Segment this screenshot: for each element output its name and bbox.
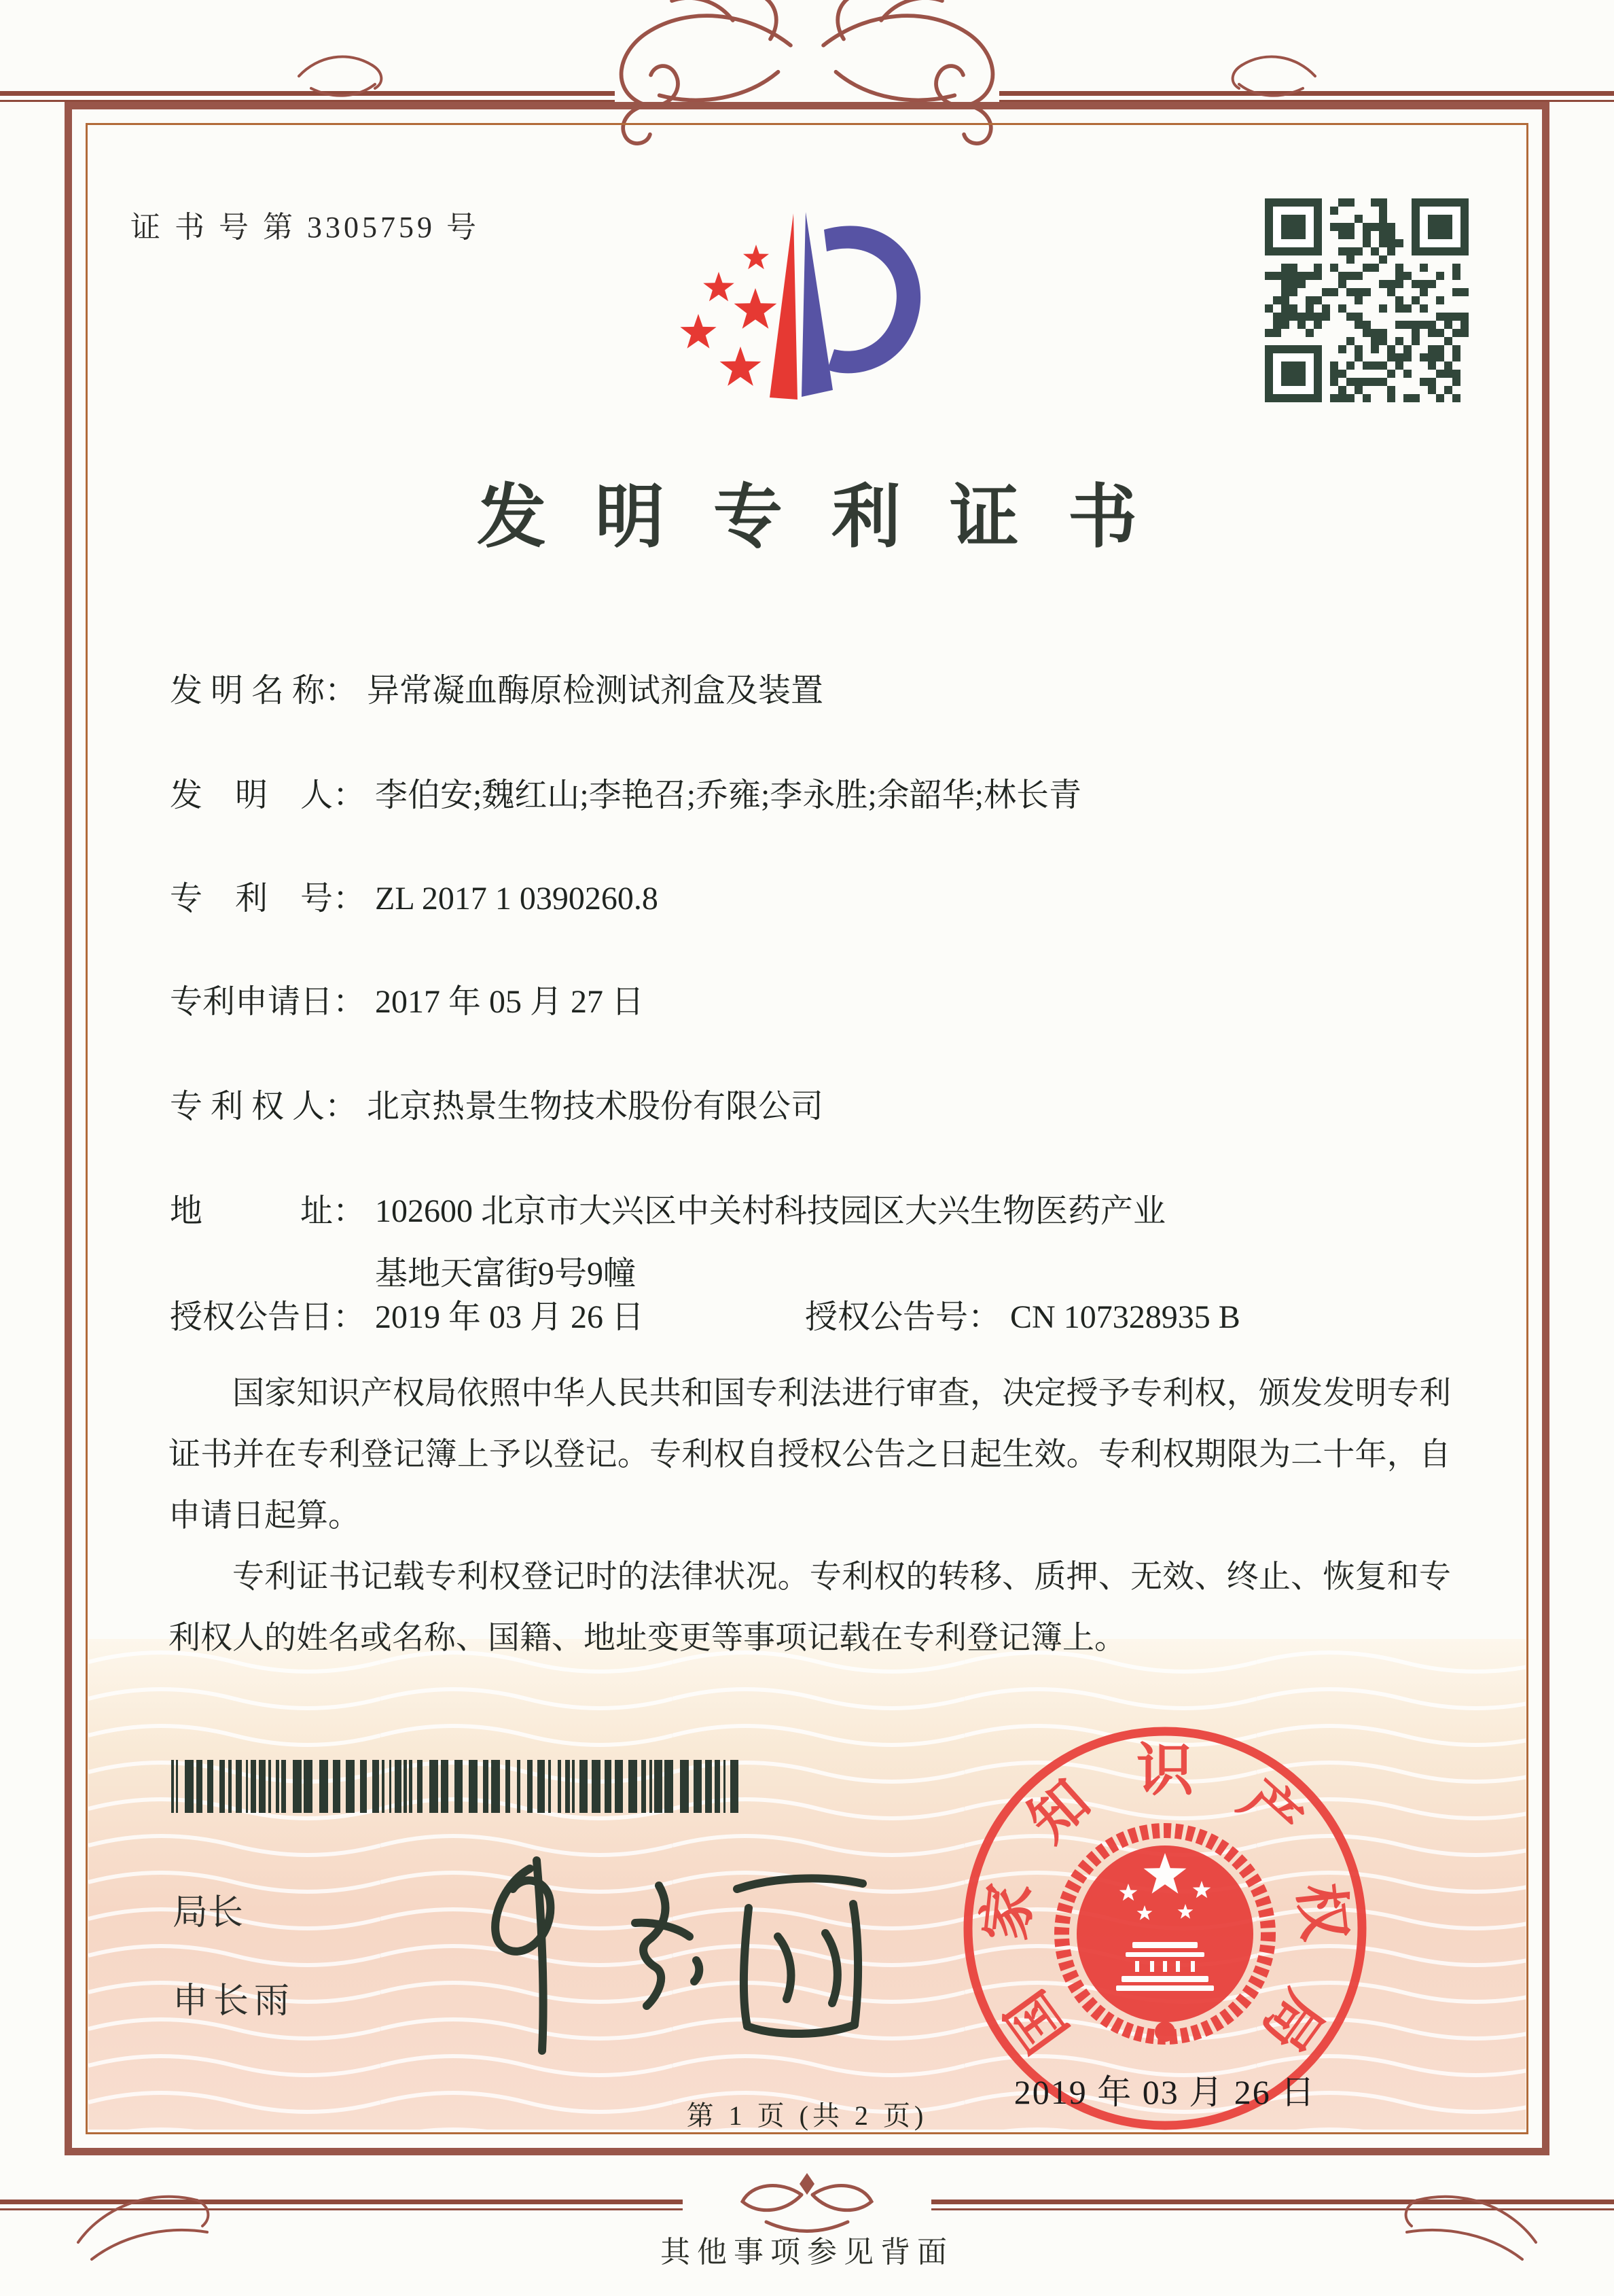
- svg-text:权: 权: [1287, 1880, 1356, 1944]
- svg-text:局: 局: [1249, 1979, 1335, 2063]
- field-value: 异常凝血酶原检测试剂盒及装置: [367, 673, 824, 709]
- signer-name: 申长雨: [173, 1982, 295, 2021]
- page-number-footer: 第 1 页 (共 2 页): [686, 2100, 928, 2131]
- legal-paragraph-2: 专利证书记载专利权登记时的法律状况。专利权的转移、质押、无效、终止、恢复和专利权人的姓名或名称、国籍、地址变更等事项记载在专利登记簿上。: [168, 1559, 1451, 1656]
- svg-text:识: 识: [1136, 1739, 1194, 1803]
- qr-code: [1265, 198, 1469, 402]
- field-row-address: [170, 1190, 1166, 1295]
- field-label: 发 明 人：: [170, 777, 366, 813]
- field-value: 李伯安;魏红山;李艳召;乔雍;李永胜;余韶华;林长青: [375, 777, 1082, 813]
- field-label: 专 利 号：: [170, 881, 366, 917]
- grant-number-value: CN 107328935 B: [1010, 1299, 1240, 1335]
- svg-text:产: 产: [1227, 1769, 1313, 1854]
- document-title: 发明专利证书: [477, 480, 1186, 557]
- svg-text:知: 知: [1017, 1769, 1102, 1854]
- field-row-patent-number: [170, 878, 658, 920]
- logo-blue-bowl: [824, 226, 920, 373]
- grant-date-label: 授权公告日：: [170, 1299, 366, 1335]
- address-line-1: 102600 北京市大兴区中关村科技园区大兴生物医药产业: [375, 1193, 1166, 1229]
- legal-text-block: [168, 1363, 1451, 1669]
- field-value: 2017 年 05 月 27 日: [375, 984, 645, 1020]
- certificate-number: 证 书 号 第 3305759 号: [130, 211, 480, 244]
- field-value: 北京热景生物技术股份有限公司: [367, 1089, 824, 1125]
- svg-text:国: 国: [995, 1979, 1081, 2063]
- field-row-grant: [170, 1296, 1460, 1339]
- grant-number-group: [805, 1296, 1240, 1339]
- national-emblem-icon: [1062, 1831, 1268, 2042]
- field-value: ZL 2017 1 0390260.8: [375, 881, 658, 917]
- field-label: 地 址：: [170, 1193, 366, 1229]
- grant-number-label: 授权公告号：: [805, 1299, 1001, 1335]
- see-reverse-note: 其他事项参见背面: [660, 2236, 954, 2269]
- field-label: 发 明 名 称：: [170, 673, 358, 709]
- grant-date-value: 2019 年 03 月 26 日: [375, 1299, 645, 1335]
- field-row-patentee: [170, 1086, 823, 1128]
- field-label: 专利申请日：: [170, 984, 366, 1020]
- field-row-application-date: [170, 981, 644, 1023]
- field-row-invention-name: [170, 670, 823, 712]
- signer-title: 局长: [173, 1894, 244, 1932]
- barcode: [171, 1760, 742, 1813]
- cnipa-patent-logo-icon: [632, 171, 944, 443]
- field-label: 专 利 权 人：: [170, 1089, 358, 1125]
- svg-text:家: 家: [974, 1880, 1043, 1944]
- logo-red-spike: [770, 213, 797, 400]
- seal-date: 2019 年 03 月 26 日: [1014, 2073, 1316, 2111]
- address-line-2: 基地天富街9号9幢: [375, 1256, 636, 1292]
- bottom-ornament: [0, 2134, 1614, 2296]
- legal-paragraph-1: 国家知识产权局依照中华人民共和国专利法进行审查，决定授予专利权，颁发发明专利证书并在专利登记簿上予以登记。专利权自授权公告之日起生效。专利权期限为二十年，自申请日起算。: [168, 1376, 1451, 1534]
- field-value: [375, 1190, 1166, 1295]
- field-row-inventors: [170, 775, 1081, 817]
- handwritten-signature-icon: [428, 1821, 890, 2066]
- official-red-seal: [954, 1718, 1376, 2139]
